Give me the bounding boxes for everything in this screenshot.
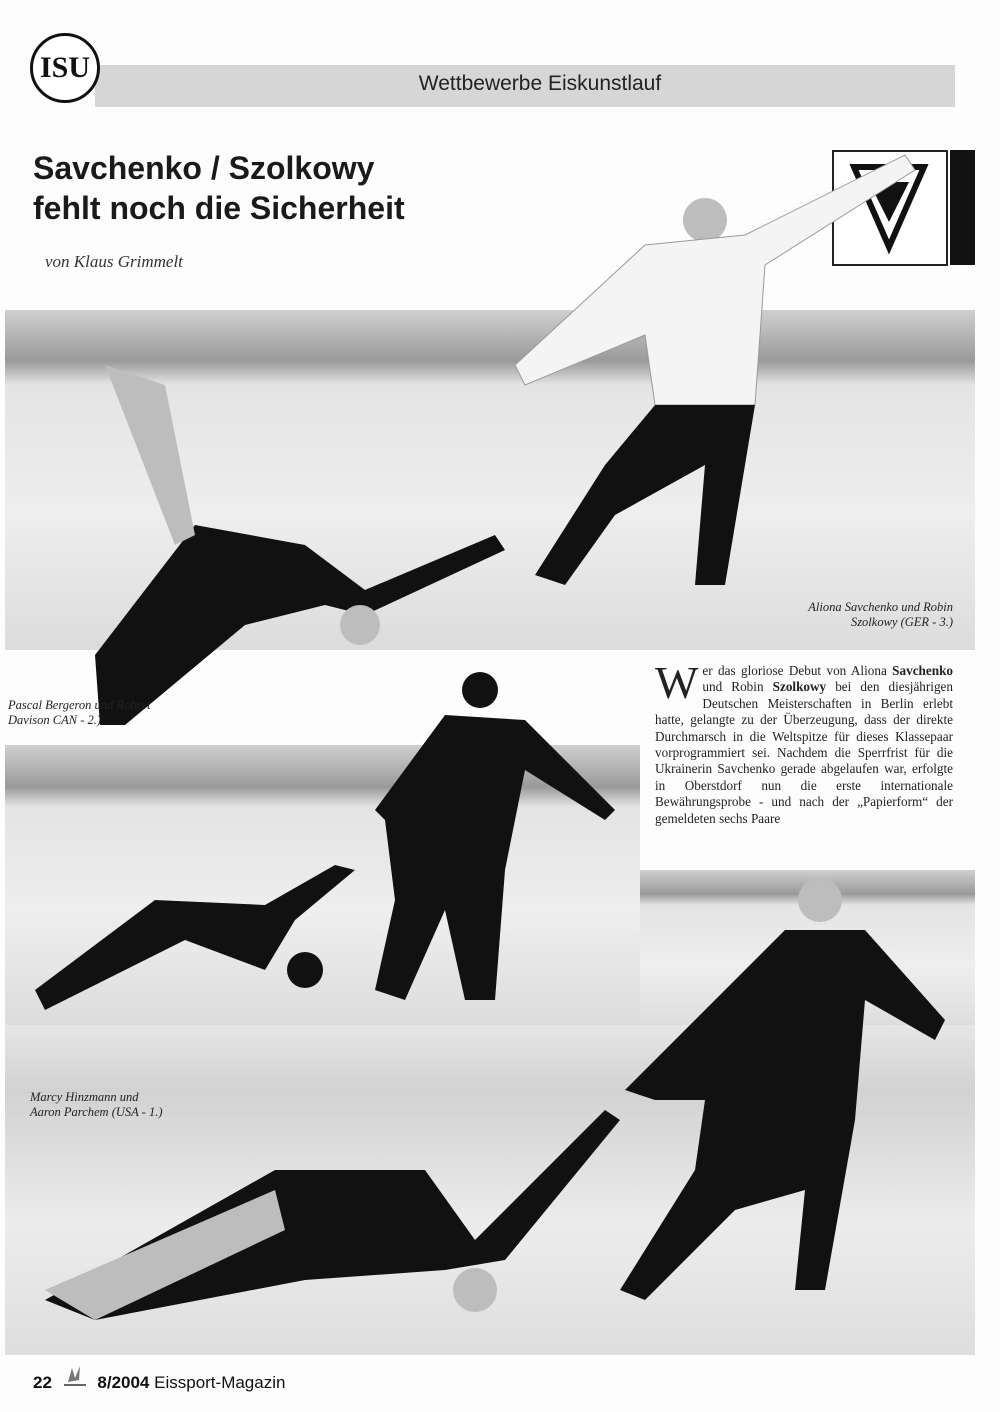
- photo-caption: [30, 1090, 163, 1120]
- body-text: er das gloriose Debut von Aliona: [702, 663, 893, 678]
- caption-line: Szolkowy (GER - 3.): [850, 615, 953, 629]
- article-body: [655, 657, 953, 827]
- logo-text: ISU: [39, 51, 91, 84]
- caption-line: Davison CAN - 2.): [8, 713, 102, 727]
- body-text: und Robin: [702, 679, 773, 695]
- eissport-logo-icon: [57, 1364, 93, 1393]
- page-number: 22: [33, 1373, 52, 1392]
- photo-caption: [808, 600, 953, 630]
- drop-cap: W: [655, 657, 699, 708]
- skaters-silhouette: [5, 870, 975, 1200]
- caption-line: Aliona Savchenko und Robin: [808, 600, 953, 614]
- title-line-1: Savchenko / Szolkowy: [33, 150, 375, 186]
- photo-savchenko-szolkowy: [5, 310, 975, 650]
- isu-logo: [30, 33, 100, 103]
- caption-line: Aaron Parchem (USA - 1.): [30, 1105, 163, 1119]
- body-bold: Savchenko: [892, 663, 953, 678]
- skaters-silhouette: [5, 135, 975, 475]
- photo-hinzmann-parchem: [5, 1025, 975, 1355]
- magazine-name: Eissport-Magazin: [154, 1373, 286, 1392]
- byline: von Klaus Grimmelt: [45, 252, 183, 271]
- caption-line: Pascal Bergeron und Robert: [8, 698, 151, 712]
- body-text: bei den diesjährigen Deutschen Meisterschaften in Berlin erlebt hatte, gelangte zu der Überzeugung, dass der direkte Durchmarsch in die Weltspitze für dieses Klassepaar vorprogrammiert sei. Nachdem die Sperrfrist für die Ukrainerin Savchenko gerade abgelaufen war, erfolgte in Oberstdorf nun die erste internationale Bewährungsprobe - und nach der „Papierform“ der gemeldeten sechs Paare: [655, 679, 953, 826]
- title-line-2: fehlt noch die Sicherheit: [33, 190, 405, 226]
- body-bold: Szolkowy: [772, 679, 827, 695]
- caption-line: Marcy Hinzmann und: [30, 1090, 139, 1104]
- section-title: Wettbewerbe Eiskunstlauf: [418, 72, 662, 95]
- page-footer: [33, 1364, 285, 1393]
- issue-number: 8/2004: [97, 1373, 150, 1392]
